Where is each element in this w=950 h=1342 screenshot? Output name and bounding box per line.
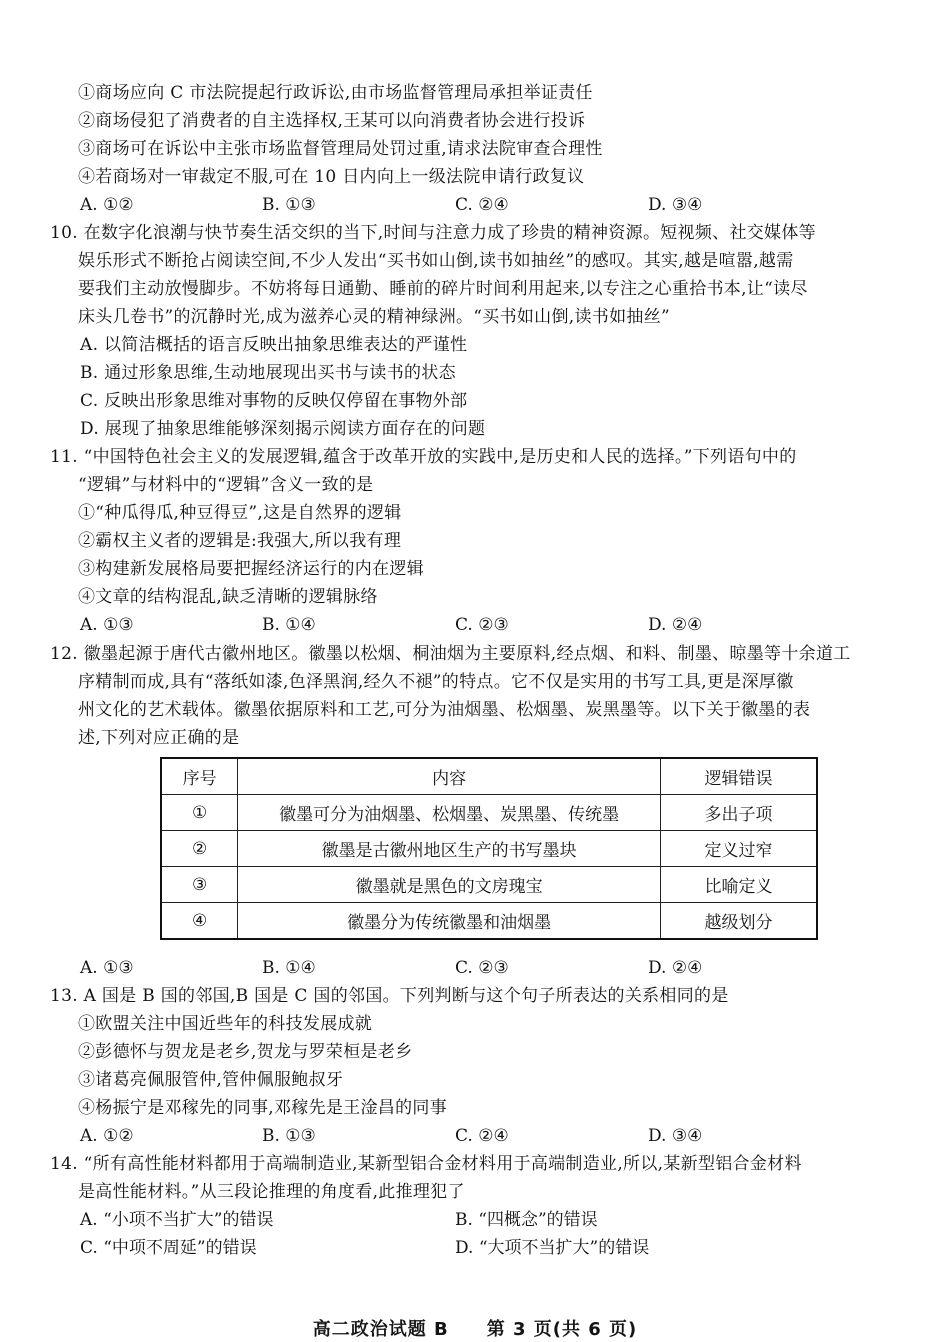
q9-option-c: C. ②④: [455, 195, 509, 215]
q11-statement-4: ④文章的结构混乱,缺乏清晰的逻辑脉络: [78, 587, 378, 607]
q10-option-c: C. 反映出形象思维对事物的反映仅停留在事物外部: [80, 391, 468, 411]
table-cell: 徽墨就是黑色的文房瑰宝: [238, 867, 661, 903]
q14-stem-line-2: 是高性能材料。”从三段论推理的角度看,此推理犯了: [78, 1182, 465, 1202]
q9-option-d: D. ③④: [648, 195, 703, 215]
q13-option-c: C. ②④: [455, 1126, 509, 1146]
table-cell: 定义过窄: [660, 831, 817, 867]
q12-option-d: D. ②④: [648, 958, 703, 978]
table-cell: ④: [161, 903, 238, 940]
table-header-cell: 内容: [238, 758, 661, 795]
q10-stem-line-1: 10. 在数字化浪潮与快节奏生活交织的当下,时间与注意力成了珍贵的精神资源。短视频、社交媒体等: [50, 223, 816, 243]
q13-option-a: A. ①②: [80, 1126, 134, 1146]
table-row: [161, 867, 817, 903]
q12-stem-line-3: 州文化的艺术载体。徽墨依据原料和工艺,可分为油烟墨、松烟墨、炭黑墨等。以下关于徽墨的表: [78, 700, 811, 720]
q14-option-d: D. “大项不当扩大”的错误: [455, 1238, 650, 1258]
q12-stem-line-4: 述,下列对应正确的是: [78, 728, 240, 748]
q14-stem-line-1: 14. “所有高性能材料都用于高端制造业,某新型铝合金材料用于高端制造业,所以,某新型铝合金材料: [50, 1154, 802, 1174]
table-row: [161, 903, 817, 940]
q13-option-d: D. ③④: [648, 1126, 703, 1146]
q9-statement-4: ④若商场对一审裁定不服,可在 10 日内向上一级法院申请行政复议: [78, 167, 585, 187]
table-header-row: [161, 758, 817, 795]
q11-statement-3: ③构建新发展格局要把握经济运行的内在逻辑: [78, 559, 424, 579]
q9-statement-1: ①商场应向 C 市法院提起行政诉讼,由市场监督管理局承担举证责任: [78, 83, 593, 103]
q12-stem-line-2: 序精制而成,具有“落纸如漆,色泽黑润,经久不褪”的特点。它不仅是实用的书写工具,更是深厚徽: [78, 672, 794, 692]
table-cell: 比喻定义: [660, 867, 817, 903]
q12-table: [160, 757, 818, 940]
q11-option-d: D. ②④: [648, 615, 703, 635]
q11-option-c: C. ②③: [455, 615, 509, 635]
q10-stem-line-4: 床头几卷书”的沉静时光,成为滋养心灵的精神绿洲。“买书如山倒,读书如抽丝”: [78, 307, 670, 327]
q10-option-d: D. 展现了抽象思维能够深刻揭示阅读方面存在的问题: [80, 419, 486, 439]
table-header-cell: 逻辑错误: [660, 758, 817, 795]
q13-statement-1: ①欧盟关注中国近些年的科技发展成就: [78, 1014, 373, 1034]
q10-stem-line-2: 娱乐形式不断抢占阅读空间,不少人发出“买书如山倒,读书如抽丝”的感叹。其实,越是喧嚣,越需: [78, 251, 794, 271]
table-row: [161, 795, 817, 831]
q13-statement-2: ②彭德怀与贺龙是老乡,贺龙与罗荣桓是老乡: [78, 1042, 413, 1062]
table-cell: ③: [161, 867, 238, 903]
q14-option-c: C. “中项不周延”的错误: [80, 1238, 257, 1258]
table-row: [161, 831, 817, 867]
q9-statement-3: ③商场可在诉讼中主张市场监督管理局处罚过重,请求法院审查合理性: [78, 139, 603, 159]
q11-statement-2: ②霸权主义者的逻辑是:我强大,所以我有理: [78, 531, 402, 551]
q11-option-a: A. ①③: [80, 615, 134, 635]
q10-stem-line-3: 要我们主动放慢脚步。不妨将每日通勤、睡前的碎片时间利用起来,以专注之心重拾书本,让“读尽: [78, 279, 808, 299]
table-cell: ②: [161, 831, 238, 867]
q10-option-a: A. 以简洁概括的语言反映出抽象思维表达的严谨性: [80, 335, 468, 355]
table-cell: 徽墨分为传统徽墨和油烟墨: [238, 903, 661, 940]
q9-statement-2: ②商场侵犯了消费者的自主选择权,王某可以向消费者协会进行投诉: [78, 111, 586, 131]
q10-option-b: B. 通过形象思维,生动地展现出买书与读书的状态: [80, 363, 456, 383]
q14-option-b: B. “四概念”的错误: [455, 1210, 598, 1230]
q13-option-b: B. ①③: [262, 1126, 316, 1146]
q12-option-b: B. ①④: [262, 958, 316, 978]
table-cell: 多出子项: [660, 795, 817, 831]
q12-option-a: A. ①③: [80, 958, 134, 978]
table-cell: ①: [161, 795, 238, 831]
q12-stem-line-1: 12. 徽墨起源于唐代古徽州地区。徽墨以松烟、桐油烟为主要原料,经点烟、和料、制墨、晾墨等十余道工: [50, 644, 851, 664]
q13-stem-line-1: 13. A 国是 B 国的邻国,B 国是 C 国的邻国。下列判断与这个句子所表达的关系相同的是: [50, 986, 729, 1006]
q12-option-c: C. ②③: [455, 958, 509, 978]
table-cell: 越级划分: [660, 903, 817, 940]
table-cell: 徽墨是古徽州地区生产的书写墨块: [238, 831, 661, 867]
q14-option-a: A. “小项不当扩大”的错误: [80, 1210, 274, 1230]
table-header-cell: 序号: [161, 758, 238, 795]
table-cell: 徽墨可分为油烟墨、松烟墨、炭黑墨、传统墨: [238, 795, 661, 831]
q9-option-b: B. ①③: [262, 195, 316, 215]
q11-stem-line-2: “逻辑”与材料中的“逻辑”含义一致的是: [78, 475, 374, 495]
q9-option-a: A. ①②: [80, 195, 134, 215]
page-footer: 高二政治试题 B 第 3 页(共 6 页): [312, 1319, 638, 1340]
q11-statement-1: ①“种瓜得瓜,种豆得豆”,这是自然界的逻辑: [78, 503, 402, 523]
q11-stem-line-1: 11. “中国特色社会主义的发展逻辑,蕴含于改革开放的实践中,是历史和人民的选择。”下列语句中的: [50, 447, 797, 467]
q11-option-b: B. ①④: [262, 615, 316, 635]
q13-statement-4: ④杨振宁是邓稼先的同事,邓稼先是王淦昌的同事: [78, 1098, 448, 1118]
q13-statement-3: ③诸葛亮佩服管仲,管仲佩服鲍叔牙: [78, 1070, 344, 1090]
